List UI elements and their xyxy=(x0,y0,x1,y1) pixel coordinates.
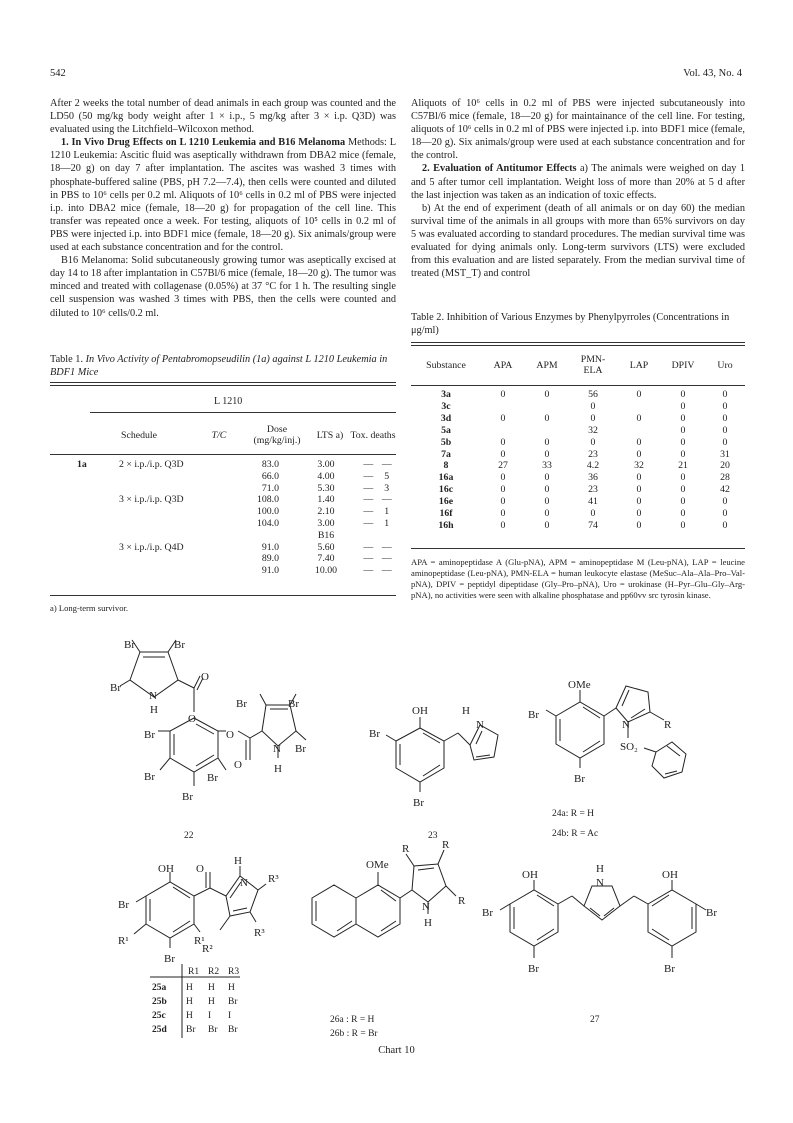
svg-text:R¹: R¹ xyxy=(118,935,129,947)
table2-row: 16c 0 0 23 0 0 42 xyxy=(438,484,730,496)
svg-text:Br: Br xyxy=(369,728,380,740)
svg-text:N: N xyxy=(596,877,604,889)
label-27: 27 xyxy=(590,1015,600,1025)
table1-group-rule xyxy=(90,412,396,413)
table2-bottom-rule xyxy=(411,548,745,549)
table1-b16-row: B16 xyxy=(317,529,335,541)
journal-volume: Vol. 43, No. 4 xyxy=(683,68,742,79)
svg-text:Br: Br xyxy=(482,907,493,919)
table2-footnote: APA = aminopeptidase A (Glu-pNA), APM = aminopeptidase M (Leu-pNA), LAP = leucine aminopeptidase (Leu-pNA), PMN-ELA = human leukocyte elastase (MeSuc–Ala–Ala–Pro–Val-pNA), DPIV = peptidyl dipeptidase (Gly–Pro–pNA), Uro = urokinase (H–Pyr–Glu–Gly–Arg-pNA), no activities were seen with alkaline phosphatase and pp60vv src tyrosin kinase. xyxy=(411,557,745,600)
table2-row: 5a 32 0 0 xyxy=(441,424,728,436)
table2-row: 3c 0 0 0 xyxy=(441,400,728,412)
svg-text:R: R xyxy=(664,719,672,731)
structure-25-table-cell: 25a xyxy=(152,983,167,993)
structure-25-table-cell: Br xyxy=(208,1025,218,1035)
table1-top-rule xyxy=(50,382,396,386)
structure-25-table-cell: H xyxy=(208,983,215,993)
label-24b: 24b: R = Ac xyxy=(552,829,599,839)
left-column xyxy=(50,97,396,320)
left-paragraph-3: B16 Melanoma: Solid subcutaneously growing tumor was aseptically excised at day 14 to 18 after implantation in C57Bl/6 mice (female, 18—20 g). The tumor was minced and treated with collagenase (0.05%) at 37 °C for 1 h. The resulting single cell suspension was washed 3 times with PBS, then the cells were counted and diluted to 10⁶ cells/0.2 ml. xyxy=(50,255,396,319)
table2-caption: Table 2. Inhibition of Various Enzymes by Phenylpyrroles (Concentrations in μg/ml) xyxy=(411,312,730,336)
svg-text:H: H xyxy=(596,863,604,875)
structure-25-table-cell: H xyxy=(186,1011,193,1021)
svg-text:O: O xyxy=(188,713,196,725)
svg-text:R3: R3 xyxy=(228,967,240,977)
structure-25-table-cell: H xyxy=(228,983,235,993)
svg-text:OH: OH xyxy=(158,863,174,875)
svg-text:Br: Br xyxy=(528,963,539,975)
section-heading-1: 1. In Vivo Drug Effects on L 1210 Leukemia and B16 Melanoma xyxy=(61,137,346,149)
svg-text:Br: Br xyxy=(124,639,135,651)
svg-text:Br: Br xyxy=(174,639,185,651)
svg-text:O: O xyxy=(226,729,234,741)
table1-body xyxy=(50,459,396,577)
table2-row: 16a 0 0 36 0 0 28 xyxy=(438,472,730,484)
structure-25-table-cell: 25b xyxy=(152,997,167,1007)
table2-row: 16h 0 0 74 0 0 0 xyxy=(438,519,728,531)
table1-row: 66.0 4.00 — 5 xyxy=(261,470,390,482)
table1-header-rule xyxy=(50,454,396,455)
svg-text:N: N xyxy=(273,743,281,755)
label-24a: 24a: R = H xyxy=(552,809,595,819)
svg-text:N: N xyxy=(240,877,248,889)
structure-25-table-cell: H xyxy=(186,997,193,1007)
right-paragraph-2: 2. Evaluation of Antitumor Effects a) The animals were weighed on day 1 and 5 after tumor cell implantation. Weight loss of more than 20% at 5 d after the last injection was taken as an indication of toxic effects. xyxy=(411,163,745,201)
table2-body xyxy=(411,389,745,532)
svg-text:Br: Br xyxy=(144,729,155,741)
svg-text:O: O xyxy=(196,863,204,875)
svg-text:Br: Br xyxy=(413,797,424,809)
structure-23 xyxy=(369,705,498,841)
svg-text:R³: R³ xyxy=(268,873,279,885)
svg-text:Br: Br xyxy=(288,698,299,710)
svg-text:Br: Br xyxy=(574,773,585,785)
table1-row: 89.0 7.40 — — xyxy=(261,553,392,565)
svg-text:R: R xyxy=(442,839,450,851)
table1-row: 104.0 3.00 — 1 xyxy=(256,517,390,529)
svg-text:H: H xyxy=(150,704,158,716)
table1-row: 91.0 10.00 — — xyxy=(261,565,392,577)
table2-row: 16e 0 0 41 0 0 0 xyxy=(438,496,728,508)
table1-row: 3 × i.p./i.p. Q3D 108.0 1.40 — — xyxy=(119,494,392,506)
label-26a: 26a : R = H xyxy=(330,1015,375,1025)
table2-header-rule xyxy=(411,385,745,386)
table2-header-row: Substance APA APM PMN- ELA LAP DPIV Uro xyxy=(426,354,733,376)
svg-text:N: N xyxy=(476,719,484,731)
svg-text:H: H xyxy=(462,705,470,717)
svg-text:Br: Br xyxy=(164,953,175,965)
svg-text:N: N xyxy=(622,719,630,731)
svg-text:OMe: OMe xyxy=(366,859,389,871)
svg-text:N: N xyxy=(422,901,430,913)
svg-text:R¹: R¹ xyxy=(194,935,205,947)
right-paragraph-1: Aliquots of 10⁶ cells in 0.2 ml of PBS were injected subcutaneously into C57Bl/6 mice (female, 18—20 g) for maintainance of the cell line. For testing, aliquots of 10⁶ cells in 0.2 ml of PBS were injected i.p. into BDF1 mice (female, 18—20 g). Six animals/group were used at each substance concentration and for the control. xyxy=(411,98,745,162)
structure-25-table-cell: 25c xyxy=(152,1011,166,1021)
label-26b: 26b : R = Br xyxy=(330,1029,378,1039)
svg-text:Br: Br xyxy=(144,771,155,783)
table1-caption: Table 1. In Vivo Activity of Pentabromopseudilin (1a) against L 1210 Leukemia in BDF1 Mice xyxy=(50,354,388,378)
structure-25 xyxy=(118,855,279,965)
left-paragraph-1: After 2 weeks the total number of dead animals in each group was counted and the LD50 (50 mg/kg body weight after 1 × i.p., 5 mg/kg after 3 × i.p. Q3D) was evaluated using the Litchfield–Wilcoxon method. xyxy=(50,98,396,136)
structure-25-table-cell: I xyxy=(228,1011,232,1021)
svg-text:R2: R2 xyxy=(208,967,220,977)
svg-text:N: N xyxy=(149,690,157,702)
table1-header-row: Schedule T/C Dose (mg/kg/inj.) LTS a) Tox. deaths xyxy=(121,424,396,446)
left-paragraph-2: 1. In Vivo Drug Effects on L 1210 Leukemia and B16 Melanoma Methods: L 1210 Leukemia: Ascitic fluid was aseptically withdrawn from DBA2 mice (female, 18—20 g) on day 7 after implantation. The ascites was washed 3 times with phosphate-buffered saline (PBS, pH 7.2—7.4), then cells were counted and diluted in PBS to 10⁶ cells per 0.2 ml. Aliquots of 10⁶ cells in 0.2 ml of PBS were injected i.p. into DBA2 mice (female, 18—20 g) for propagation of the cell line. This transfer was repeated once a week. For testing, aliquots of 10⁵ cells in 0.2 ml of PBS were injected i.p. into BDF1 mice (female, 18—20 g). Six animals/group were used at each substance concentration and for the control. xyxy=(50,137,397,254)
right-column xyxy=(411,97,745,280)
table2-top-rule xyxy=(411,342,745,346)
structure-27 xyxy=(482,863,717,1025)
table1-row: 1a 2 × i.p./i.p. Q3D 83.0 3.00 — — xyxy=(77,459,392,470)
svg-text:R: R xyxy=(402,843,410,855)
table2-row: 3d 0 0 0 0 0 0 xyxy=(440,412,728,424)
table1-footnote: a) Long-term survivor. xyxy=(50,603,129,613)
svg-text:OH: OH xyxy=(662,869,678,881)
svg-text:Br: Br xyxy=(295,743,306,755)
section-heading-2: 2. Evaluation of Antitumor Effects xyxy=(422,163,577,175)
svg-text:R: R xyxy=(458,895,466,907)
svg-text:OH: OH xyxy=(522,869,538,881)
table1-row: 71.0 5.30 — 3 xyxy=(261,482,390,494)
svg-text:R1: R1 xyxy=(188,967,200,977)
structure-25-table-cell: I xyxy=(208,1011,212,1021)
page-number: 542 xyxy=(50,68,66,79)
svg-text:Br: Br xyxy=(207,772,218,784)
structure-25-table-cell: Br xyxy=(228,997,238,1007)
table2-row: 16f 0 0 0 0 0 0 xyxy=(439,508,728,520)
svg-text:H: H xyxy=(424,917,432,929)
svg-text:Br: Br xyxy=(118,899,129,911)
svg-text:Br: Br xyxy=(706,907,717,919)
table2-row: 8 27 33 4.2 32 21 20 xyxy=(443,460,730,472)
table2-row: 5b 0 0 0 0 0 0 xyxy=(440,436,728,448)
svg-text:Br: Br xyxy=(182,791,193,803)
svg-text:H: H xyxy=(274,763,282,775)
svg-text:R³: R³ xyxy=(254,927,265,939)
svg-text:O: O xyxy=(201,671,209,683)
svg-text:Br: Br xyxy=(528,709,539,721)
svg-text:Br: Br xyxy=(664,963,675,975)
table1-bottom-rule xyxy=(50,595,396,596)
chart-caption: Chart 10 xyxy=(378,1045,415,1056)
structure-25-table-cell: H xyxy=(186,983,193,993)
structure-24 xyxy=(528,679,686,839)
table2-row: 3a 0 0 56 0 0 0 xyxy=(441,389,728,400)
structure-25-table-cell: Br xyxy=(186,1025,196,1035)
structure-25-table-cell: Br xyxy=(228,1025,238,1035)
label-22: 22 xyxy=(184,831,194,841)
table1-group-header: L 1210 xyxy=(214,396,243,407)
structure-25-table-cell: H xyxy=(208,997,215,1007)
table2-row: 7a 0 0 23 0 0 31 xyxy=(441,448,730,460)
structure-26 xyxy=(312,839,466,1039)
svg-text:R²: R² xyxy=(202,943,213,955)
svg-text:H: H xyxy=(234,855,242,867)
chart-10-structures xyxy=(0,620,793,1060)
structure-25-table-cell: 25d xyxy=(152,1025,167,1035)
svg-text:O: O xyxy=(234,759,242,771)
table1-row: 3 × i.p./i.p. Q4D 91.0 5.60 — — xyxy=(119,541,392,553)
svg-text:OMe: OMe xyxy=(568,679,591,691)
right-paragraph-3: b) At the end of experiment (death of all animals or on day 60) the median survival time of the animals in all groups with more than 65% survivors on day 5 was evaluated according to standard procedures. The median survival time was evaluated for dying animals only. Long-term survivors (LTS) were excluded from this evaluation and are listed separately. From the median survival time of treated (MST_T) and control xyxy=(411,202,745,280)
svg-text:SO₂: SO₂ xyxy=(620,741,638,753)
label-23: 23 xyxy=(428,831,438,841)
structure-22 xyxy=(110,639,306,841)
svg-text:Br: Br xyxy=(236,698,247,710)
table2 xyxy=(411,348,745,382)
svg-text:Br: Br xyxy=(110,682,121,694)
table1 xyxy=(50,417,396,453)
structure-25-table xyxy=(150,964,240,1038)
svg-text:OH: OH xyxy=(412,705,428,717)
table1-row: 100.0 2.10 — 1 xyxy=(256,506,390,518)
